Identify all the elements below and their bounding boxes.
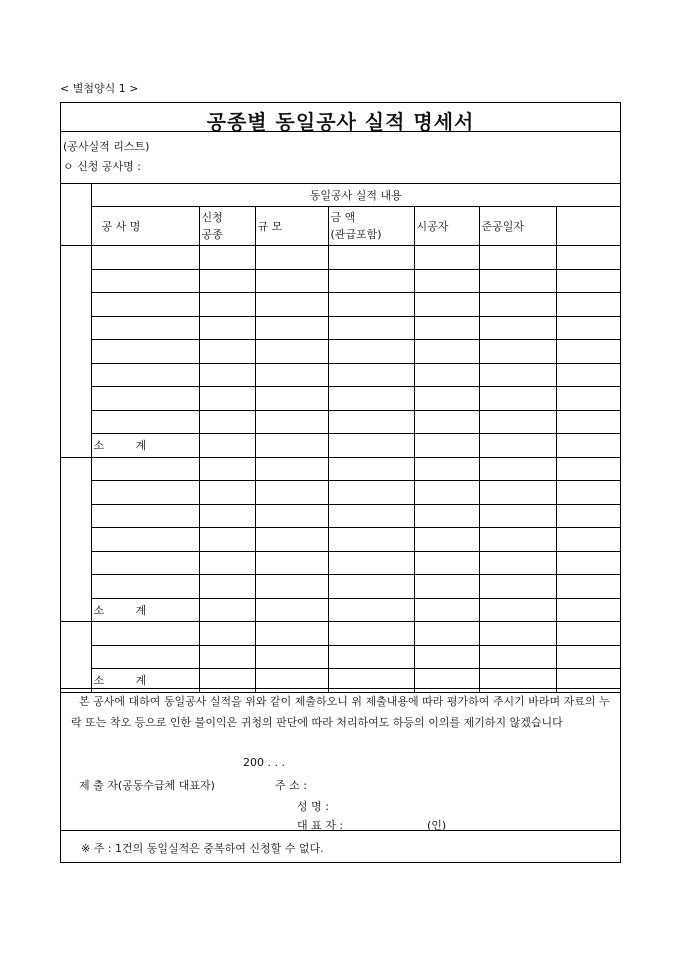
form-frame [60, 102, 621, 863]
note-section [61, 830, 620, 863]
col-applied-type: 신청 공종 [199, 207, 255, 246]
submitter-label: 제 출 자(공동수급체 대표자) [79, 779, 215, 792]
table-row [61, 246, 620, 270]
subtotal-row [61, 598, 620, 622]
subtotal-label: 소 계 [91, 434, 199, 458]
table-row [61, 293, 620, 317]
representative-label: 대 표 자 : [297, 819, 344, 832]
table-row [61, 316, 620, 340]
subtotal-label: 소 계 [91, 598, 199, 622]
col-project-name: 공 사 명 [91, 207, 199, 246]
name-label: 성 명 : [297, 800, 329, 813]
table-row [61, 528, 620, 552]
table-row [61, 387, 620, 411]
table-row [61, 340, 620, 364]
note-text: ※ 주 : 1건의 동일실적은 중복하여 신청할 수 없다. [81, 842, 324, 855]
group-cell [61, 246, 91, 458]
table-row [61, 363, 620, 387]
form-subtitle: (공사실적 리스트) [63, 140, 150, 153]
subtotal-row [61, 434, 620, 458]
table-row [61, 575, 620, 599]
table-row [61, 504, 620, 528]
col-amount: 금 액 (관급포함) [328, 207, 414, 246]
group-cell [61, 622, 91, 693]
address-label: 주 소 : [275, 779, 307, 792]
table-row [61, 457, 620, 481]
col-scale: 규 모 [255, 207, 328, 246]
col-contractor: 시공자 [414, 207, 479, 246]
project-name-label: ㅇ 신청 공사명 : [63, 160, 141, 173]
record-table [61, 183, 620, 693]
table-row [61, 410, 620, 434]
subtotal-label: 소 계 [91, 669, 199, 693]
table-row [61, 481, 620, 505]
col-completion-date: 준공일자 [479, 207, 556, 246]
group-cell [61, 457, 91, 622]
table-row [61, 622, 620, 646]
annex-label: < 별첨양식 1 > [60, 82, 139, 95]
date-line: 200 . . . [243, 756, 285, 769]
table-row [61, 551, 620, 575]
declaration-section [61, 688, 620, 831]
declaration-text: 본 공사에 대하여 동일공사 실적을 위와 같이 제출하오니 위 제출내용에 따라 평가하여 주시기 바라며 자료의 누락 또는 착오 등으로 인한 불이익은 귀청의 판단에 따라 처리하여도 하등의 이의를 제기하지 않겠습니다 [71, 695, 610, 729]
title-divider [61, 131, 620, 132]
index-header [61, 184, 91, 246]
table-row [61, 269, 620, 293]
table-row [61, 645, 620, 669]
col-extra [556, 207, 620, 246]
form-title: 공종별 동일공사 실적 명세서 [206, 110, 475, 134]
group-header: 동일공사 실적 내용 [91, 184, 620, 207]
seal-label: (인) [427, 819, 447, 832]
